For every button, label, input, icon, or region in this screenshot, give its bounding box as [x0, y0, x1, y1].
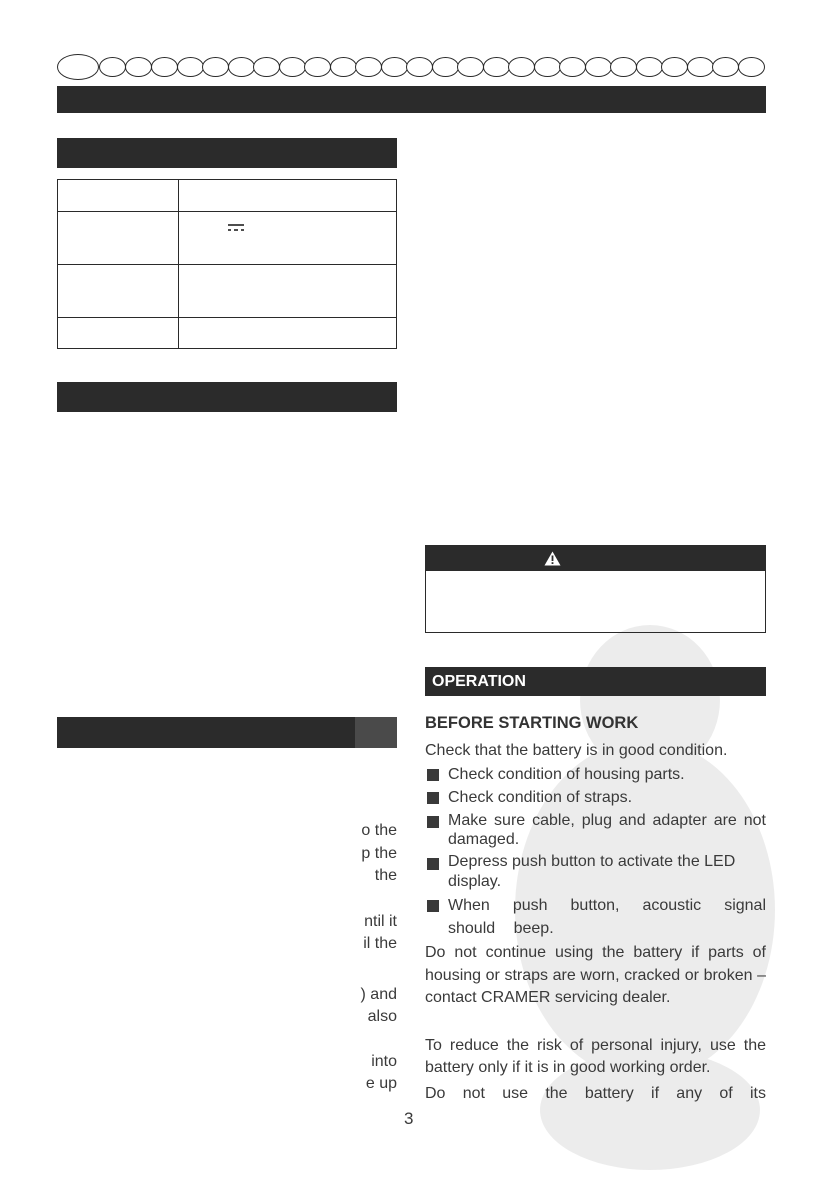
spec-value-cell: [179, 265, 397, 318]
bullet-item: Check condition of housing parts.: [448, 766, 685, 783]
bullet-square-icon: [427, 900, 439, 912]
heading-before-starting-work: BEFORE STARTING WORK: [425, 714, 639, 732]
spec-label-cell: [58, 212, 179, 265]
language-pill[interactable]: [381, 57, 408, 77]
language-pill[interactable]: [406, 57, 433, 77]
language-pill[interactable]: [355, 57, 382, 77]
section-bar-tab: [355, 717, 397, 748]
left-fragment: o the: [361, 822, 397, 839]
bullet-square-icon: [427, 858, 439, 870]
section-bar-3: [57, 717, 397, 748]
language-pill[interactable]: [738, 57, 765, 77]
language-pill[interactable]: [585, 57, 612, 77]
bullet-item: When push button, acoustic signal should beep.: [448, 897, 766, 937]
page-number: 3: [404, 1109, 414, 1128]
left-fragment: ) and: [360, 986, 397, 1003]
language-pill[interactable]: [125, 57, 152, 77]
spec-label-cell: [58, 318, 179, 349]
language-pill[interactable]: [228, 57, 255, 77]
language-pill[interactable]: [330, 57, 357, 77]
warning-box: [425, 545, 766, 633]
operation-paragraph-2: To reduce the risk of personal injury, use the battery only if it is in good working order.: [425, 1037, 766, 1076]
left-fragment: also: [367, 1008, 397, 1025]
bullet-square-icon: [427, 816, 439, 828]
bullet-item: Make sure cable, plug and adapter are not damaged.: [448, 812, 766, 848]
language-pill[interactable]: [610, 57, 637, 77]
language-pill[interactable]: [99, 57, 126, 77]
language-pill[interactable]: [687, 57, 714, 77]
spec-table: [57, 179, 397, 349]
section-bar-technical-data: [57, 138, 397, 168]
section-bar-operation: [425, 667, 766, 696]
language-pill[interactable]: [304, 57, 331, 77]
language-pill[interactable]: [253, 57, 280, 77]
language-selector: [57, 54, 767, 80]
language-pill[interactable]: [483, 57, 510, 77]
bullet-square-icon: [427, 792, 439, 804]
section-bar-2: [57, 382, 397, 412]
left-fragment: il the: [363, 935, 397, 952]
language-pill[interactable]: [177, 57, 204, 77]
spec-value-cell: [179, 180, 397, 212]
spec-label-cell: [58, 180, 179, 212]
left-fragment: ntil it: [364, 913, 397, 930]
language-pill[interactable]: [432, 57, 459, 77]
language-pill-active[interactable]: [57, 54, 99, 80]
page-title-bar: [57, 86, 766, 113]
operation-paragraph-1: Do not continue using the battery if parts of housing or straps are worn, cracked or broken – contact CRAMER servicing dealer.: [425, 944, 766, 1006]
warning-triangle-icon: [544, 551, 561, 566]
bullet-item: Depress push button to activate the LED display.: [448, 853, 736, 890]
language-pill[interactable]: [457, 57, 484, 77]
spec-value-cell: [179, 318, 397, 349]
language-pill[interactable]: [151, 57, 178, 77]
spec-label-cell: [58, 265, 179, 318]
language-pill[interactable]: [508, 57, 535, 77]
language-pill[interactable]: [636, 57, 663, 77]
operation-intro: Check that the battery is in good condition.: [425, 742, 728, 759]
section-title-operation: OPERATION: [432, 673, 526, 690]
left-fragment: p the: [361, 845, 397, 862]
warning-header: [426, 546, 765, 571]
operation-paragraph-3: Do not use the battery if any of its: [425, 1085, 766, 1102]
language-pill[interactable]: [712, 57, 739, 77]
left-fragment: the: [374, 867, 397, 884]
language-pill[interactable]: [661, 57, 688, 77]
language-pill[interactable]: [534, 57, 561, 77]
dc-symbol-icon: [227, 223, 245, 233]
left-fragment: into: [371, 1053, 397, 1070]
spec-value-cell: [179, 212, 397, 265]
bullet-square-icon: [427, 769, 439, 781]
language-pill[interactable]: [279, 57, 306, 77]
language-pill[interactable]: [559, 57, 586, 77]
bullet-item: Check condition of straps.: [448, 789, 633, 806]
language-pill[interactable]: [202, 57, 229, 77]
left-fragment: e up: [365, 1075, 397, 1092]
